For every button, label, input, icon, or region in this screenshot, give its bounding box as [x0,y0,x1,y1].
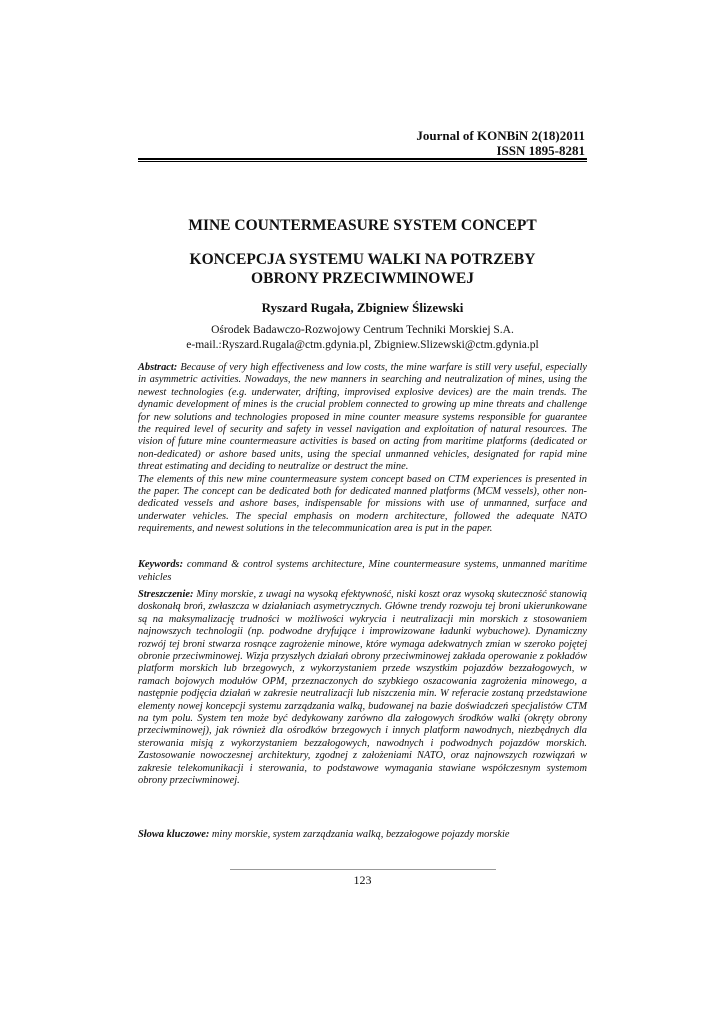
abstract-label: Abstract: [138,362,178,373]
slowa-kluczowe [138,829,587,841]
keywords-label: Keywords: [138,559,184,570]
slowa-text: miny morskie, system zarządzania walką, bezzałogowe pojazdy morskie [211,829,510,840]
authors: Ryszard Rugała, Zbigniew Ślizewski [261,300,464,315]
keywords-text: command & control systems architecture, Mine countermeasure systems, unmanned maritime vehicles [138,559,587,583]
journal-name: Journal of KONBiN 2(18)2011 [416,128,585,143]
footer-rule [230,869,496,870]
slowa-label: Słowa kluczowe: [138,829,210,840]
title-polish-line1: KONCEPCJA SYSTEMU WALKI NA POTRZEBY [189,251,536,268]
title-polish [138,250,587,288]
abstract [138,362,587,536]
streszczenie-label: Streszczenie: [138,589,194,600]
journal-issn: ISSN 1895-8281 [496,143,585,158]
journal-header [416,128,585,158]
abstract-text-2: The elements of this new mine countermeasure system concept based on CTM experiences is presented in the paper. The concept can be dedicated both for dedicated manned platforms (MCM vessels), other non-dedicated vessels and ashore bases, indispensable for missions with use of unmanned, surface and underwater vehicles. The special emphasis on modern architecture, followed the adequate NATO requirements, and newest solutions in the telecommunication area is put in the paper. [138,473,587,535]
affiliation-block [138,323,587,353]
author-emails: e-mail.:Ryszard.Rugala@ctm.gdynia.pl, Zbigniew.Slizewski@ctm.gdynia.pl [186,339,539,351]
page-number: 123 [353,873,372,887]
keywords [138,558,587,584]
header-rule [138,158,587,162]
title-english: MINE COUNTERMEASURE SYSTEM CONCEPT [188,217,537,234]
affiliation: Ośrodek Badawczo-Rozwojowy Centrum Techniki Morskiej S.A. [211,324,514,336]
streszczenie-text: Miny morskie, z uwagi na wysoką efektywność, niski koszt oraz wysoką skuteczność stanowią doskonałą broń, zwłaszcza w działaniach asymetrycznych. Główne trendy rozwoju tej broni ukierunkowane są na maksymalizację trudności w możliwości wykrycia i neutralizacji min morskich z stosowaniem najnowszych technologii (np. podwodne dryfujące i improwizowane ładunki wybuchowe). Dynamiczny rozwój tej broni stwarza rosnące zagrożenie minowe, które wymaga adekwatnych zmian w szeroko pojętej obronie przeciwminowej. Wizja przyszłych działań obrony przeciwminowej zakłada operowanie z pokładów platform morskich lub brzegowych, z wykorzystaniem przede wszystkim pojazdów bezzałogowych, w ramach bojowych modułów OPM, przeznaczonych do szybkiego oszacowania zagrożenia minowego, a następnie podjęcia działań w zakresie neutralizacji lub niszczenia min. W referacie zostaną przedstawione elementy nowej koncepcji systemu zarządzania walką, budowanej na bazie doświadczeń specjalistów CTM na tym polu. System ten może być dedykowany zarówno dla załogowych środków walki (okręty obrony przeciwminowej), jak również dla ośrodków brzegowych i innych platform nawodnych, niezbędnych dla sterowania misją z wykorzystaniem bezzałogowych, nawodnych i podwodnych pojazdów morskich. Zastosowanie nowoczesnej architektury, zgodnej z założeniami NATO, oraz najnowszych rozwiązań w zakresie telekomunikacji i sterowania, to podstawowe wymagania stawiane współczesnym systemom obrony przeciwminowej. [138,589,587,787]
abstract-text-1: Because of very high effectiveness and low costs, the mine warfare is still very useful, especially in asymmetric activities. Nowadays, the new manners in searching and neutralization of mines, using the newest technologies (e.g. underwater, drifting, improvised explosive devices) are the main trends. The dynamic development of mines is the crucial problem connected to growing up mine threats and challenge for new solutions and technologies proposed in mine counter measure systems responsible for guarantee the required level of security and safety in vessel navigation and exploitation of natural resources. The vision of future mine countermeasure activities is based on acting from maritime platforms (dedicated or non-dedicated) or ashore based units, using the special unmanned vehicles, designated for rapid mine threat estimating and deciding to neutralize or destruct the mine. [138,362,587,473]
streszczenie [138,589,587,788]
title-polish-line2: OBRONY PRZECIWMINOWEJ [251,270,474,287]
